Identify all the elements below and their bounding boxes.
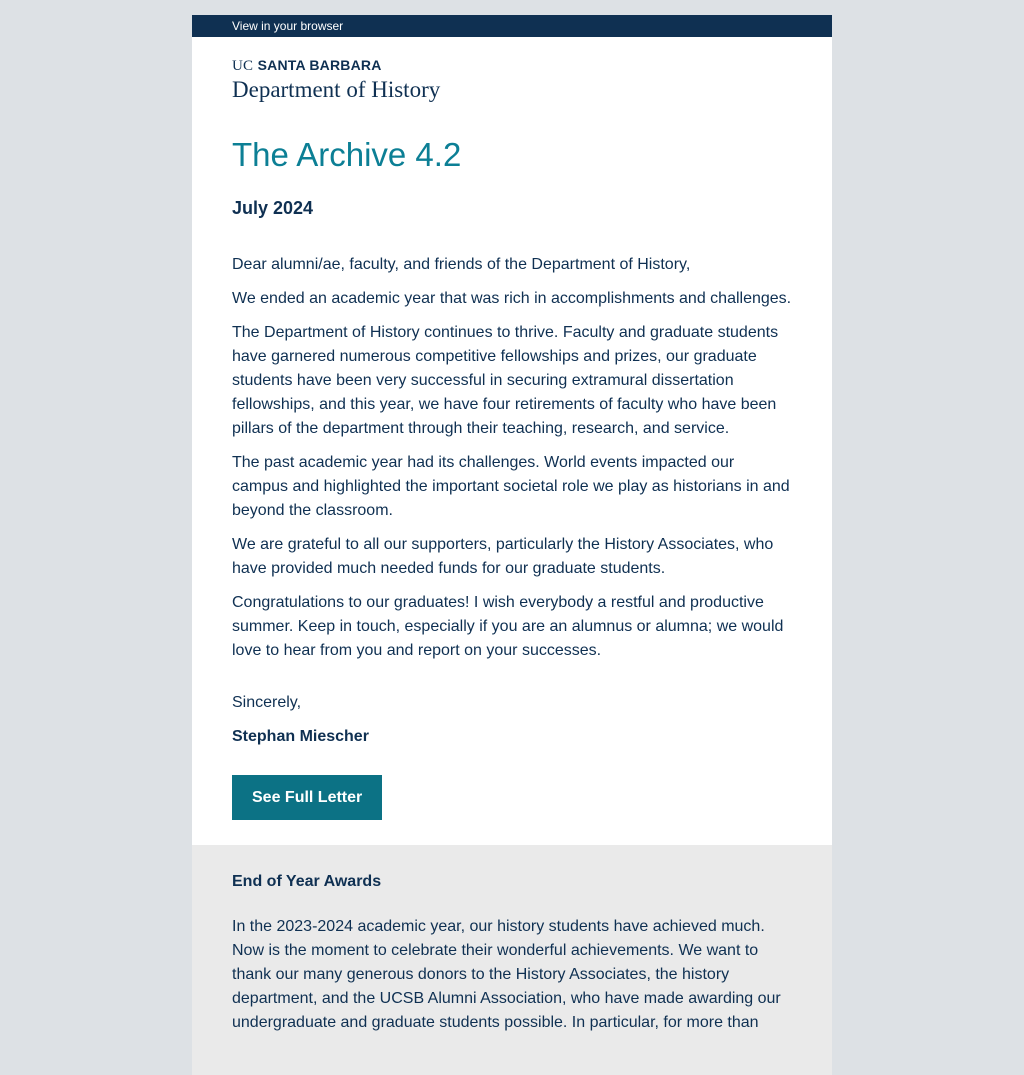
awards-heading: End of Year Awards (232, 873, 382, 890)
letter-paragraph: We are grateful to all our supporters, particularly the History Associates, who have provided much needed funds for our graduate students. (232, 536, 774, 577)
letter-closing: Sincerely, (232, 694, 302, 711)
awards-section (192, 845, 832, 1075)
see-full-letter-button[interactable]: See Full Letter (232, 775, 382, 820)
newsletter-date: July 2024 (232, 198, 314, 218)
logo-campus-line (232, 58, 792, 74)
main-content (192, 37, 832, 845)
letter-body (232, 253, 792, 663)
newsletter-title: The Archive 4.2 (232, 136, 462, 173)
letter-paragraph: Dear alumni/ae, faculty, and friends of the Department of History, (232, 256, 691, 273)
awards-body: In the 2023-2024 academic year, our history students have achieved much. Now is the moment to celebrate their wonderful achievements. We want to thank our many generous donors to the History Associates, the history department, and the UCSB Alumni Association, who have made awarding our undergraduate and graduate students possible. In particular, for more than (232, 918, 781, 1031)
view-in-browser-link[interactable]: View in your browser (232, 19, 344, 33)
logo-campus: SANTA BARBARA (257, 57, 382, 73)
top-bar (192, 15, 832, 37)
letter-signer: Stephan Miescher (232, 728, 369, 745)
email-container (192, 15, 832, 1075)
letter-paragraph: The Department of History continues to thrive. Faculty and graduate students have garnered numerous competitive fellowships and prizes, our graduate students have been very successful in securing extramural dissertation fellowships, and this year, we have four retirements of faculty who have been pillars of the department through their teaching, research, and service. (232, 324, 779, 437)
logo-department: Department of History (232, 77, 441, 102)
logo-uc: UC (232, 58, 254, 74)
letter-paragraph: The past academic year had its challenges. World events impacted our campus and highlighted the important societal role we play as historians in and beyond the classroom. (232, 454, 790, 519)
letter-paragraph: We ended an academic year that was rich in accomplishments and challenges. (232, 290, 792, 307)
department-logo[interactable] (232, 58, 792, 103)
letter-paragraph: Congratulations to our graduates! I wish everybody a restful and productive summer. Keep in touch, especially if you are an alumnus or alumna; we would love to hear from you and report on your successes. (232, 594, 784, 659)
